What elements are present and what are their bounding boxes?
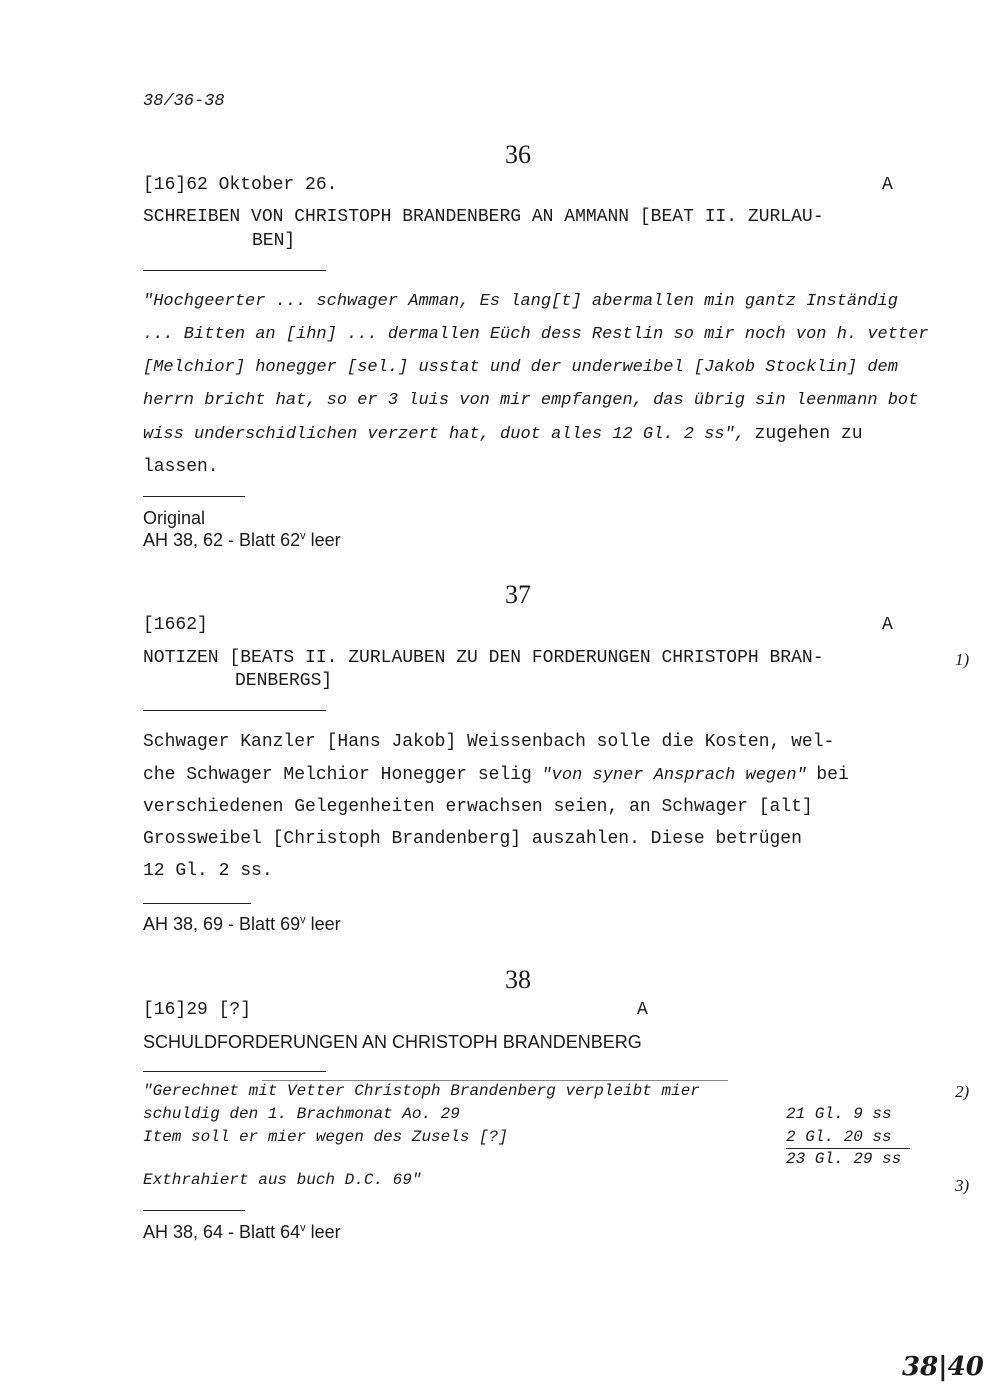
doc37-marker: A [882, 615, 893, 635]
doc38-title-rule [143, 1071, 326, 1072]
doc36-quote-line: herrn bricht hat, so er 3 luis von mir empfangen, das übrig sin leenmann bot [143, 391, 919, 410]
doc38-row-total: 23 Gl. 29 ss [786, 1150, 902, 1168]
doc37-number: 37 [505, 580, 531, 609]
doc38-extract: Exthrahiert aus buch D.C. 69" [143, 1171, 422, 1189]
doc36-title-rule [143, 270, 326, 271]
doc38-row-text: "Gerechnet mit Vetter Christoph Brandenberg verpleibt mier [143, 1082, 700, 1100]
doc36-source-tail: leer [310, 530, 341, 550]
doc36-quote-last-line [143, 424, 863, 444]
doc36-number: 36 [505, 140, 531, 169]
doc36-quote-line: [Melchior] honegger [sel.] usstat und der underweibel [Jakob Stocklin] dem [143, 358, 898, 377]
doc37-source-tail: leer [310, 914, 341, 934]
doc37-source-ref-text: AH 38, 69 - Blatt 69 [143, 914, 301, 934]
doc38-title: SCHULDFORDERUNGEN AN CHRISTOPH BRANDENBERG [143, 1032, 642, 1052]
doc36-source-label: Original [143, 508, 206, 528]
doc36-quote-line: "Hochgeerter ... schwager Amman, Es lang[t] abermallen min gantz Inständig [143, 292, 898, 311]
doc37-source-sup: v [300, 914, 306, 926]
doc36-source-ref-text: AH 38, 62 - Blatt 62 [143, 530, 301, 550]
doc38-row-text: schuldig den 1. Brachmonat Ao. 29 [143, 1105, 460, 1123]
doc36-closing: lassen. [143, 457, 219, 477]
doc38-row-amount: 2 Gl. 20 ss [786, 1128, 892, 1146]
doc37-body-line: Grossweibel [Christoph Brandenberg] auszahlen. Diese betrügen [143, 829, 802, 849]
doc38-source-rule [143, 1210, 245, 1211]
doc36-title-line2: BEN] [252, 231, 296, 251]
doc37-body-line-2 [143, 765, 849, 785]
doc38-sum-rule [786, 1148, 910, 1149]
doc36-quote-tail: zugehen zu [754, 424, 863, 444]
doc38-row-text: Item soll er mier wegen des Zusels [?] [143, 1128, 508, 1146]
doc38-date: [16]29 [?] [143, 1000, 252, 1020]
doc37-body-line: 12 Gl. 2 ss. [143, 861, 273, 881]
doc37-title-line1: NOTIZEN [BEATS II. ZURLAUBEN ZU DEN FORDERUNGEN CHRISTOPH BRAN- [143, 648, 824, 668]
doc37-source-rule [143, 903, 251, 904]
doc37-title-rule [143, 710, 326, 711]
doc36-date: [16]62 Oktober 26. [143, 175, 338, 195]
doc38-number: 38 [505, 965, 531, 994]
doc36-quote-line: wiss underschidlichen verzert hat, duot alles 12 Gl. 2 ss", [143, 425, 745, 444]
doc38-source-sup: v [300, 1222, 306, 1234]
doc36-marker: A [882, 175, 893, 195]
doc37-body-italic: "von syner Ansprach wegen" [541, 766, 807, 785]
doc37-body-line: Schwager Kanzler [Hans Jakob] Weissenbach solle die Kosten, wel- [143, 732, 835, 752]
doc38-margin-note-2: 2) [955, 1082, 970, 1101]
doc37-body-line: verschiedenen Gelegenheiten erwachsen seien, an Schwager [alt] [143, 797, 813, 817]
doc37-body-line: che Schwager Melchior Honegger selig [143, 765, 532, 785]
doc37-source-ref [143, 914, 341, 935]
doc38-strike-line [262, 1080, 728, 1081]
doc36-source-rule [143, 496, 245, 497]
doc38-source-ref-text: AH 38, 64 - Blatt 64 [143, 1222, 301, 1242]
doc36-source-ref [143, 530, 341, 551]
page-reference: 38/36-38 [143, 92, 225, 111]
doc37-body-after-italic: bei [816, 765, 849, 785]
doc38-source-tail: leer [310, 1222, 341, 1242]
doc36-quote-line: ... Bitten an [ihn] ... dermallen Eüch dess Restlin so mir noch von h. vetter [143, 325, 929, 344]
doc38-marker: A [637, 1000, 648, 1020]
doc36-title-line1: SCHREIBEN VON CHRISTOPH BRANDENBERG AN AMMANN [BEAT II. ZURLAU- [143, 207, 824, 227]
doc37-date: [1662] [143, 615, 208, 635]
page-stamp: 38|40 [902, 1352, 984, 1382]
doc38-source-ref [143, 1222, 341, 1243]
doc38-margin-note-3: 3) [955, 1176, 970, 1195]
doc37-title-line2: DENBERGS] [235, 671, 333, 691]
doc36-source-sup: v [300, 530, 306, 542]
doc37-margin-note: 1) [955, 650, 970, 669]
doc38-row-amount: 21 Gl. 9 ss [786, 1105, 892, 1123]
